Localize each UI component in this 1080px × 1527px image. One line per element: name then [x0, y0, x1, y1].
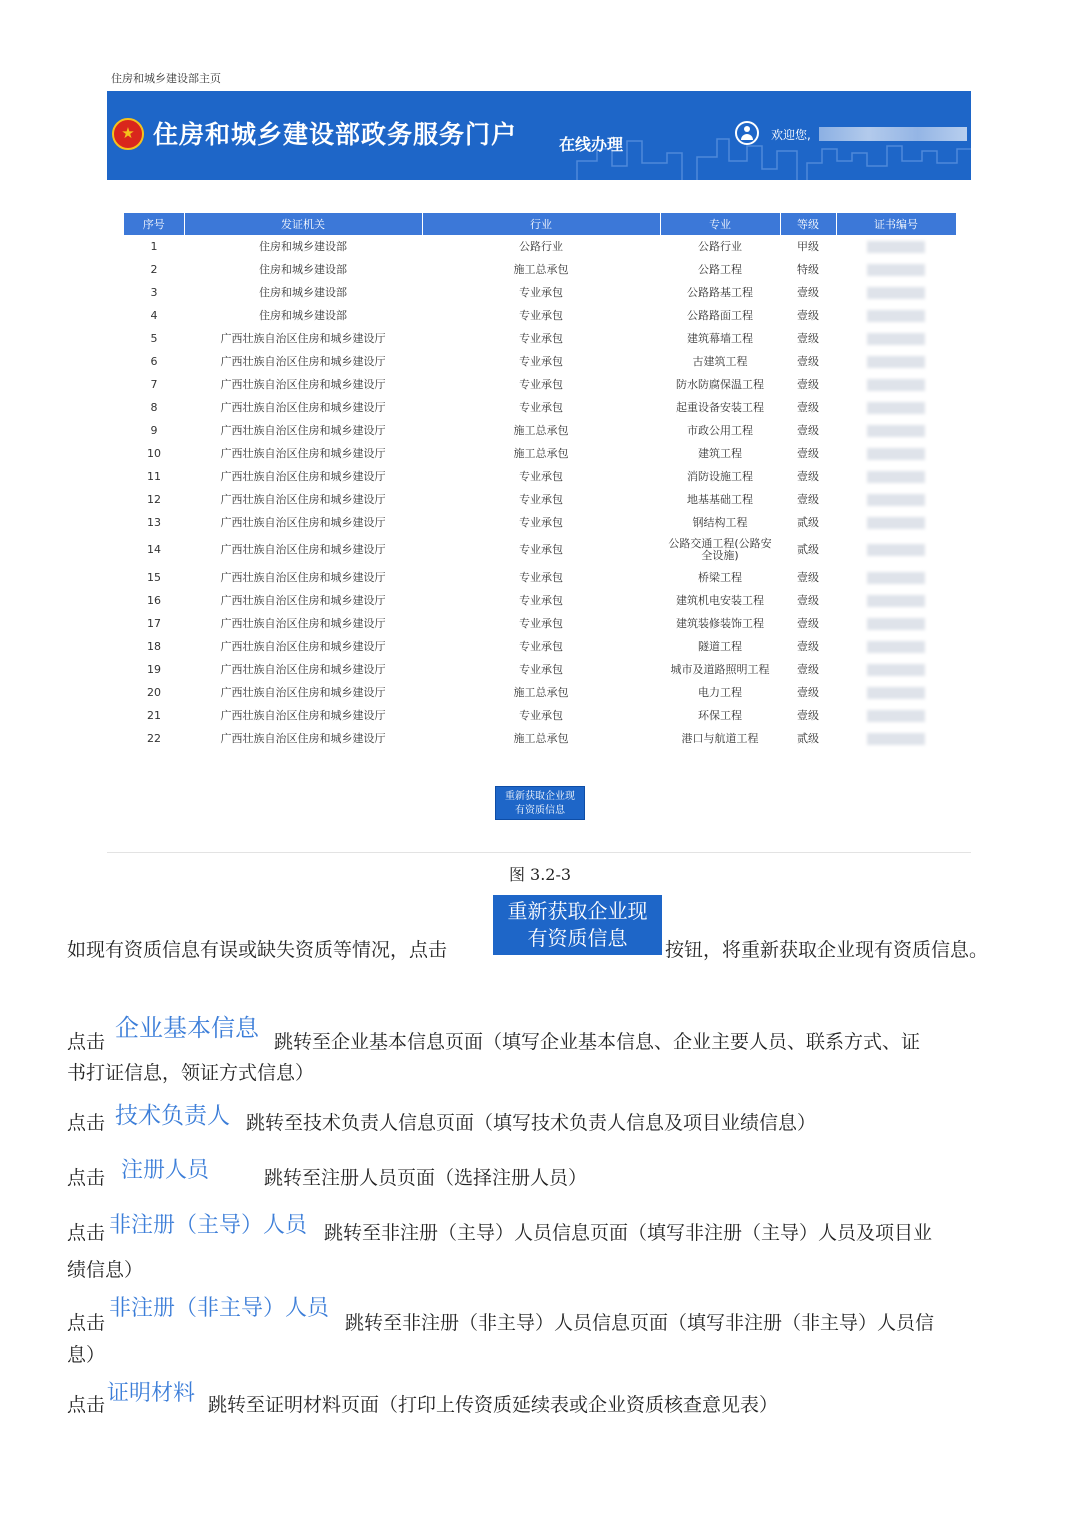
cell-no: 3 — [150, 285, 158, 299]
cell-cert-no-redacted — [836, 235, 956, 258]
redacted-cert-number — [867, 402, 925, 414]
cell-cert-no-redacted — [836, 727, 956, 750]
table-row — [124, 681, 956, 704]
click-label-proof: 点击 — [67, 1394, 106, 1416]
cell-no: 16 — [147, 593, 161, 607]
cell-level: 贰级 — [797, 731, 819, 745]
refresh-qualification-button[interactable] — [495, 786, 585, 820]
cell-industry: 公路行业 — [519, 239, 563, 253]
cell-industry: 专业承包 — [519, 377, 563, 391]
qualification-table — [124, 213, 957, 750]
cell-cert-no-redacted — [836, 704, 956, 727]
cell-no: 4 — [150, 308, 158, 322]
redacted-cert-number — [867, 618, 925, 630]
cell-industry: 专业承包 — [519, 331, 563, 345]
cell-level: 壹级 — [797, 616, 819, 630]
table-body — [124, 235, 956, 750]
nonreg-lead-text-line1: 跳转至非注册（主导）人员信息页面（填写非注册（主导）人员及项目业 — [324, 1222, 933, 1244]
cell-specialty: 建筑工程 — [698, 446, 742, 460]
portal-screenshot — [107, 91, 971, 853]
cell-cert-no-redacted — [836, 304, 956, 327]
cell-level: 贰级 — [797, 543, 819, 556]
cell-no: 15 — [147, 570, 161, 584]
cell-issuer: 广西壮族自治区住房和城乡建设厅 — [220, 423, 386, 437]
cell-issuer: 住房和城乡建设部 — [259, 285, 347, 299]
cell-industry: 施工总承包 — [513, 446, 569, 460]
cell-industry: 施工总承包 — [513, 731, 569, 745]
table-row — [124, 419, 956, 442]
basic-info-text-line2: 书打证信息，领证方式信息） — [67, 1062, 315, 1084]
link-tech-lead[interactable]: 技术负责人 — [115, 1097, 230, 1130]
cell-no: 5 — [150, 331, 158, 345]
cell-specialty: 城市及道路照明工程 — [670, 662, 770, 676]
redacted-cert-number — [867, 333, 925, 345]
table-row — [124, 566, 956, 589]
cell-no: 7 — [150, 377, 158, 391]
redacted-cert-number — [867, 572, 925, 584]
cell-industry: 专业承包 — [519, 400, 563, 414]
cell-no: 12 — [147, 492, 161, 506]
cell-cert-no-redacted — [836, 612, 956, 635]
table-row — [124, 350, 956, 373]
col-header-no: 序号 — [124, 213, 184, 235]
cell-specialty: 桥梁工程 — [698, 570, 742, 584]
redacted-cert-number — [867, 471, 925, 483]
cell-issuer: 广西壮族自治区住房和城乡建设厅 — [220, 616, 386, 630]
refresh-qualification-button-inline[interactable] — [493, 895, 662, 955]
cell-specialty: 公路行业 — [698, 239, 742, 253]
portal-title: 住房和城乡建设部政务服务门户 — [153, 120, 518, 149]
cell-issuer: 广西壮族自治区住房和城乡建设厅 — [220, 662, 386, 676]
cell-level: 壹级 — [797, 331, 819, 345]
cell-level: 壹级 — [797, 593, 819, 607]
cell-industry: 施工总承包 — [513, 423, 569, 437]
figure-caption: 图 3.2-3 — [508, 865, 572, 884]
table-row — [124, 465, 956, 488]
redacted-cert-number — [867, 664, 925, 676]
cell-cert-no-redacted — [836, 488, 956, 511]
welcome-text: 欢迎您, — [771, 128, 811, 142]
cell-specialty: 市政公用工程 — [687, 423, 753, 437]
cell-level: 壹级 — [797, 662, 819, 676]
click-label-basic: 点击 — [67, 1031, 106, 1053]
online-service-label[interactable]: 在线办理 — [559, 135, 624, 154]
cell-specialty: 港口与航道工程 — [681, 731, 759, 745]
cell-industry: 专业承包 — [519, 543, 563, 556]
cell-no: 20 — [147, 685, 161, 699]
table-row — [124, 534, 956, 566]
click-label-registered: 点击 — [67, 1167, 106, 1189]
national-emblem-icon — [112, 118, 144, 150]
cell-specialty: 建筑装修装饰工程 — [676, 616, 764, 630]
cell-issuer: 广西壮族自治区住房和城乡建设厅 — [220, 446, 386, 460]
cell-industry: 专业承包 — [519, 308, 563, 322]
link-proof-materials[interactable]: 证明材料 — [107, 1376, 195, 1407]
cell-cert-no-redacted — [836, 419, 956, 442]
cell-no: 18 — [147, 639, 161, 653]
cell-level: 壹级 — [797, 400, 819, 414]
cell-cert-no-redacted — [836, 658, 956, 681]
cell-no: 2 — [150, 262, 158, 276]
cell-specialty: 地基基础工程 — [687, 492, 753, 506]
table-row — [124, 488, 956, 511]
cell-issuer: 住房和城乡建设部 — [259, 308, 347, 322]
redacted-cert-number — [867, 494, 925, 506]
cell-cert-no-redacted — [836, 566, 956, 589]
cell-level: 壹级 — [797, 469, 819, 483]
cell-specialty: 防水防腐保温工程 — [676, 377, 764, 391]
cell-industry: 专业承包 — [519, 515, 563, 529]
cell-no: 9 — [150, 423, 158, 437]
portal-banner — [107, 91, 971, 180]
link-basic-info[interactable]: 企业基本信息 — [115, 1008, 259, 1043]
cell-specialty: 公路工程 — [698, 262, 742, 276]
cell-level: 壹级 — [797, 639, 819, 653]
refresh-instruction-pre: 如现有资质信息有误或缺失资质等情况，点击 — [67, 939, 448, 961]
table-row — [124, 442, 956, 465]
redacted-cert-number — [867, 733, 925, 745]
table-row — [124, 589, 956, 612]
cell-industry: 专业承包 — [519, 639, 563, 653]
click-label-nonreg-nonlead: 点击 — [67, 1312, 106, 1334]
cell-level: 甲级 — [797, 239, 819, 253]
cell-no: 6 — [150, 354, 158, 368]
redacted-cert-number — [867, 595, 925, 607]
col-header-specialty: 专业 — [660, 213, 780, 235]
basic-info-text-line1: 跳转至企业基本信息页面（填写企业基本信息、企业主要人员、联系方式、证 — [274, 1031, 921, 1053]
redacted-cert-number — [867, 425, 925, 437]
table-row — [124, 612, 956, 635]
nonreg-nonlead-text-line2: 息） — [67, 1344, 106, 1366]
username-redacted — [819, 127, 967, 141]
redacted-cert-number — [867, 379, 925, 391]
cell-no: 17 — [147, 616, 161, 630]
table-header-row — [124, 213, 956, 235]
table-row — [124, 635, 956, 658]
refresh-button-label-line1: 重新获取企业现 — [505, 791, 575, 802]
refresh-inline-label-line2: 有资质信息 — [527, 926, 628, 950]
cell-level: 壹级 — [797, 308, 819, 322]
cell-issuer: 住房和城乡建设部 — [259, 262, 347, 276]
redacted-cert-number — [867, 517, 925, 529]
cell-issuer: 广西壮族自治区住房和城乡建设厅 — [220, 400, 386, 414]
redacted-cert-number — [867, 287, 925, 299]
cell-level: 壹级 — [797, 492, 819, 506]
cell-industry: 专业承包 — [519, 354, 563, 368]
cell-no: 8 — [150, 400, 158, 414]
click-label-nonreg-lead: 点击 — [67, 1222, 106, 1244]
cell-issuer: 广西壮族自治区住房和城乡建设厅 — [220, 492, 386, 506]
breadcrumb[interactable]: 住房和城乡建设部主页 — [111, 72, 221, 85]
proof-materials-text: 跳转至证明材料页面（打印上传资质延续表或企业资质核查意见表） — [208, 1394, 779, 1416]
registered-staff-text: 跳转至注册人员页面（选择注册人员） — [264, 1167, 588, 1189]
table-row — [124, 258, 956, 281]
cell-level: 壹级 — [797, 685, 819, 699]
cell-specialty: 公路路基工程 — [687, 285, 753, 299]
refresh-inline-label-line1: 重新获取企业现 — [507, 899, 648, 923]
cell-no: 10 — [147, 446, 161, 460]
redacted-cert-number — [867, 310, 925, 322]
cell-cert-no-redacted — [836, 465, 956, 488]
cell-level: 壹级 — [797, 446, 819, 460]
redacted-cert-number — [867, 241, 925, 253]
refresh-instruction-post: 按钮，将重新获取企业现有资质信息。 — [665, 939, 989, 961]
table-row — [124, 327, 956, 350]
redacted-cert-number — [867, 448, 925, 460]
cell-issuer: 广西壮族自治区住房和城乡建设厅 — [220, 377, 386, 391]
cell-specialty: 消防设施工程 — [687, 469, 753, 483]
table-row — [124, 704, 956, 727]
cell-cert-no-redacted — [836, 589, 956, 612]
cell-issuer: 广西壮族自治区住房和城乡建设厅 — [220, 593, 386, 607]
cell-level: 壹级 — [797, 570, 819, 584]
tech-lead-text: 跳转至技术负责人信息页面（填写技术负责人信息及项目业绩信息） — [246, 1112, 817, 1134]
nonreg-lead-text-line2: 绩信息） — [67, 1259, 144, 1281]
cell-specialty: 建筑幕墙工程 — [687, 331, 753, 345]
cell-issuer: 广西壮族自治区住房和城乡建设厅 — [220, 685, 386, 699]
cell-no: 19 — [147, 662, 161, 676]
cell-issuer: 住房和城乡建设部 — [259, 239, 347, 253]
cell-issuer: 广西壮族自治区住房和城乡建设厅 — [220, 639, 386, 653]
cell-cert-no-redacted — [836, 373, 956, 396]
cell-specialty: 公路交通工程(公路安全设施) — [668, 537, 772, 562]
cell-industry: 施工总承包 — [513, 685, 569, 699]
cell-no: 21 — [147, 708, 161, 722]
cell-cert-no-redacted — [836, 511, 956, 534]
cell-issuer: 广西壮族自治区住房和城乡建设厅 — [220, 331, 386, 345]
cell-level: 壹级 — [797, 708, 819, 722]
table-row — [124, 373, 956, 396]
cell-industry: 专业承包 — [519, 616, 563, 630]
click-label-tech: 点击 — [67, 1112, 106, 1134]
cell-cert-no-redacted — [836, 350, 956, 373]
cell-industry: 施工总承包 — [513, 262, 569, 276]
cell-issuer: 广西壮族自治区住房和城乡建设厅 — [220, 570, 386, 584]
cell-no: 11 — [147, 469, 161, 483]
redacted-cert-number — [867, 641, 925, 653]
redacted-cert-number — [867, 356, 925, 368]
cell-industry: 专业承包 — [519, 285, 563, 299]
cell-specialty: 隧道工程 — [698, 639, 742, 653]
col-header-issuer: 发证机关 — [184, 213, 422, 235]
cell-industry: 专业承包 — [519, 492, 563, 506]
table-row — [124, 281, 956, 304]
cell-issuer: 广西壮族自治区住房和城乡建设厅 — [220, 543, 386, 556]
cell-issuer: 广西壮族自治区住房和城乡建设厅 — [220, 354, 386, 368]
cell-specialty: 起重设备安装工程 — [676, 400, 764, 414]
table-row — [124, 511, 956, 534]
cell-specialty: 古建筑工程 — [692, 354, 748, 368]
cell-no: 14 — [147, 543, 161, 556]
nonreg-nonlead-text-line1: 跳转至非注册（非主导）人员信息页面（填写非注册（非主导）人员信 — [345, 1312, 935, 1334]
user-icon[interactable] — [735, 121, 759, 145]
table-row — [124, 304, 956, 327]
table-row — [124, 658, 956, 681]
cell-cert-no-redacted — [836, 396, 956, 419]
cell-no: 1 — [150, 239, 158, 253]
cell-cert-no-redacted — [836, 635, 956, 658]
cell-industry: 专业承包 — [519, 662, 563, 676]
cell-industry: 专业承包 — [519, 593, 563, 607]
cell-cert-no-redacted — [836, 534, 956, 566]
redacted-cert-number — [867, 544, 925, 556]
cell-no: 22 — [147, 731, 161, 745]
cell-level: 壹级 — [797, 377, 819, 391]
cell-cert-no-redacted — [836, 258, 956, 281]
link-nonregistered-lead[interactable]: 非注册（主导）人员 — [109, 1208, 307, 1239]
table-row — [124, 727, 956, 750]
redacted-cert-number — [867, 687, 925, 699]
cell-issuer: 广西壮族自治区住房和城乡建设厅 — [220, 731, 386, 745]
cell-cert-no-redacted — [836, 681, 956, 704]
col-header-industry: 行业 — [422, 213, 660, 235]
table-row — [124, 396, 956, 419]
cell-issuer: 广西壮族自治区住房和城乡建设厅 — [220, 708, 386, 722]
cell-cert-no-redacted — [836, 442, 956, 465]
cell-industry: 专业承包 — [519, 469, 563, 483]
cell-industry: 专业承包 — [519, 570, 563, 584]
redacted-cert-number — [867, 710, 925, 722]
link-nonregistered-nonlead[interactable]: 非注册（非主导）人员 — [109, 1291, 329, 1322]
link-registered-staff[interactable]: 注册人员 — [121, 1153, 209, 1184]
refresh-button-label-line2: 有资质信息 — [515, 805, 565, 816]
cell-level: 壹级 — [797, 423, 819, 437]
table-row — [124, 235, 956, 258]
cell-specialty: 电力工程 — [698, 685, 742, 699]
cell-level: 壹级 — [797, 354, 819, 368]
cell-no: 13 — [147, 515, 161, 529]
cell-specialty: 环保工程 — [698, 708, 742, 722]
redacted-cert-number — [867, 264, 925, 276]
cell-level: 特级 — [797, 262, 819, 276]
cell-specialty: 公路路面工程 — [687, 308, 753, 322]
cell-specialty: 建筑机电安装工程 — [676, 593, 764, 607]
cell-issuer: 广西壮族自治区住房和城乡建设厅 — [220, 515, 386, 529]
cell-specialty: 钢结构工程 — [692, 515, 748, 529]
cell-cert-no-redacted — [836, 281, 956, 304]
col-header-level: 等级 — [780, 213, 836, 235]
cell-industry: 专业承包 — [519, 708, 563, 722]
cell-cert-no-redacted — [836, 327, 956, 350]
cell-level: 贰级 — [797, 515, 819, 529]
col-header-cert-no: 证书编号 — [836, 213, 956, 235]
cell-issuer: 广西壮族自治区住房和城乡建设厅 — [220, 469, 386, 483]
cell-level: 壹级 — [797, 285, 819, 299]
